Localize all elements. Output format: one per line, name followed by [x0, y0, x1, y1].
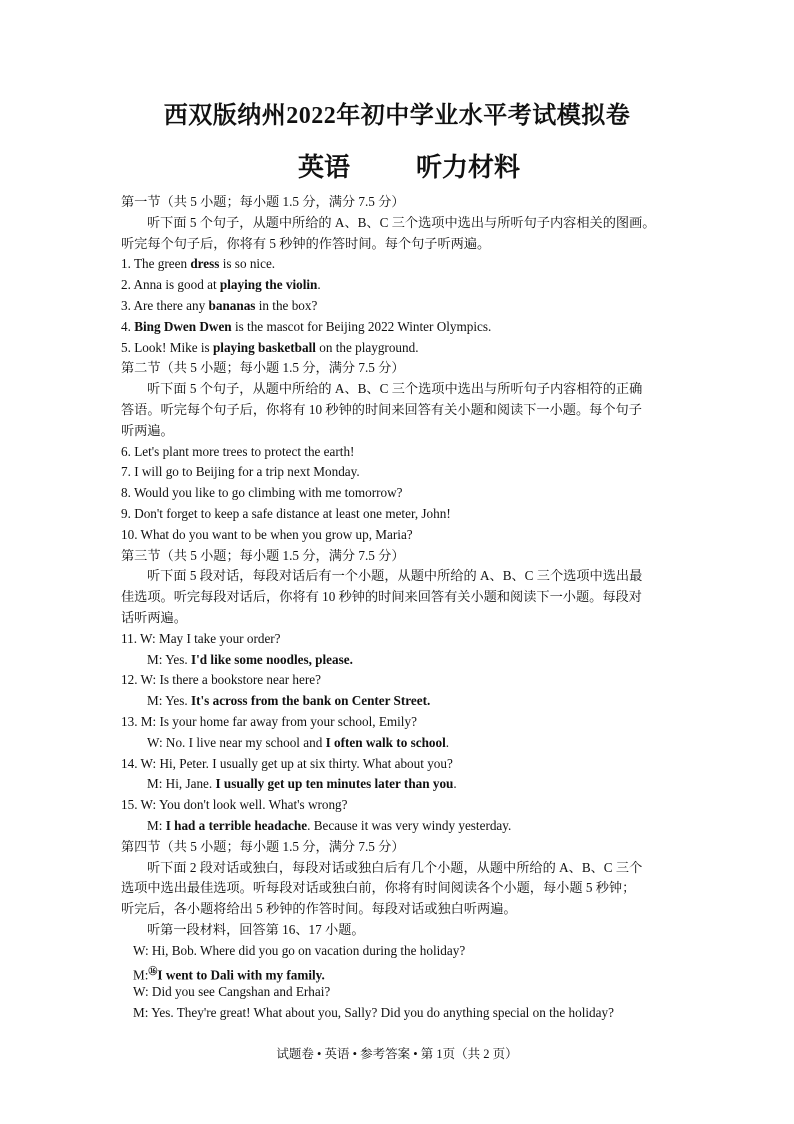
question-12-answer: M: Yes. It's across from the bank on Center Street.: [147, 693, 431, 709]
instruction-line: 听下面 5 段对话，每段对话后有一个小题，从题中所给的 A、B、C 三个选项中选出最: [147, 568, 643, 584]
instruction-line: 听第一段材料，回答第 16、17 小题。: [147, 921, 365, 937]
question-8: 8. Would you like to go climbing with me tomorrow?: [121, 485, 403, 501]
question-2: 2. Anna is good at playing the violin.: [121, 277, 321, 293]
question-15-line: 15. W: You don't look well. What's wrong?: [121, 797, 348, 813]
question-11-answer: M: Yes. I'd like some noodles, please.: [147, 651, 353, 667]
question-1: 1. The green dress is so nice.: [121, 256, 276, 272]
question-6: 6. Let's plant more trees to protect the earth!: [121, 443, 355, 459]
dialogue-line: M:⑯I went to Dali with my family.: [133, 966, 325, 983]
instruction-line: 听下面 2 段对话或独白，每段对话或独白后有几个小题，从题中所给的 A、B、C 三个: [147, 859, 643, 875]
question-7: 7. I will go to Beijing for a trip next Monday.: [121, 464, 360, 480]
question-5: 5. Look! Mike is playing basketball on the playground.: [121, 339, 419, 355]
section-heading: 第三节（共 5 小题；每小题 1.5 分，满分 7.5 分）: [121, 547, 405, 563]
instruction-line: 话听两遍。: [121, 609, 187, 625]
question-4: 4. Bing Dwen Dwen is the mascot for Beijing 2022 Winter Olympics.: [121, 318, 492, 334]
material-title: 听力材料: [416, 153, 521, 182]
question-10: 10. What do you want to be when you grow up, Maria?: [121, 526, 413, 542]
question-13-answer: W: No. I live near my school and I often walk to school.: [147, 734, 450, 750]
question-13-line: 13. M: Is your home far away from your school, Emily?: [121, 713, 417, 729]
dialogue-line: M: Yes. They're great! What about you, Sally? Did you do anything special on the holiday?: [133, 1005, 614, 1021]
question-15-answer: M: I had a terrible headache. Because it was very windy yesterday.: [147, 817, 512, 833]
listening-script: [121, 192, 681, 1024]
exam-title: 西双版纳州2022年初中学业水平考试模拟卷: [163, 103, 631, 129]
question-11-line: 11. W: May I take your order?: [121, 630, 281, 646]
dialogue-line: W: Hi, Bob. Where did you go on vacation during the holiday?: [133, 942, 466, 958]
question-14-answer: M: Hi, Jane. I usually get up ten minutes later than you.: [147, 776, 457, 792]
question-9: 9. Don't forget to keep a safe distance at least one meter, John!: [121, 505, 451, 521]
instruction-line: 听下面 5 个句子，从题中所给的 A、B、C 三个选项中选出与所听句子内容相符的正确: [147, 381, 643, 397]
section-heading: 第一节（共 5 小题；每小题 1.5 分，满分 7.5 分）: [121, 194, 405, 209]
instruction-line: 选项中选出最佳选项。听每段对话或独白前，你将有时间阅读各个小题，每小题 5 秒钟；: [121, 880, 636, 896]
instruction-line: 答语。听完每个句子后，你将有 10 秒钟的时间来回答有关小题和阅读下一小题。每个句子: [121, 401, 642, 417]
section-heading: 第四节（共 5 小题；每小题 1.5 分，满分 7.5 分）: [121, 838, 405, 854]
question-14-line: 14. W: Hi, Peter. I usually get up at six thirty. What about you?: [121, 755, 453, 771]
question-16-marker: ⑯: [148, 966, 158, 977]
dialogue-line: W: Did you see Cangshan and Erhai?: [133, 984, 331, 1000]
instruction-line: 听完后，各小题将给出 5 秒钟的作答时间。每段对话或独白听两遍。: [121, 901, 517, 917]
section-heading: 第二节（共 5 小题；每小题 1.5 分，满分 7.5 分）: [121, 360, 405, 376]
instruction-line: 听完每个句子后，你将有 5 秒钟的作答时间。每个句子听两遍。: [121, 235, 491, 251]
subject-title: 英语: [298, 153, 351, 182]
instruction-line: 听两遍。: [121, 422, 174, 438]
instruction-line: 听下面 5 个句子，从题中所给的 A、B、C 三个选项中选出与所听句子内容相关的图画。: [147, 214, 656, 230]
question-3: 3. Are there any bananas in the box?: [121, 297, 318, 313]
question-12-line: 12. W: Is there a bookstore near here?: [121, 672, 321, 688]
page-footer: 试题卷 • 英语 • 参考答案 • 第 1页（共 2 页）: [276, 1047, 518, 1061]
instruction-line: 佳选项。听完每段对话后，你将有 10 秒钟的时间来回答有关小题和阅读下一小题。每段对: [121, 589, 642, 605]
